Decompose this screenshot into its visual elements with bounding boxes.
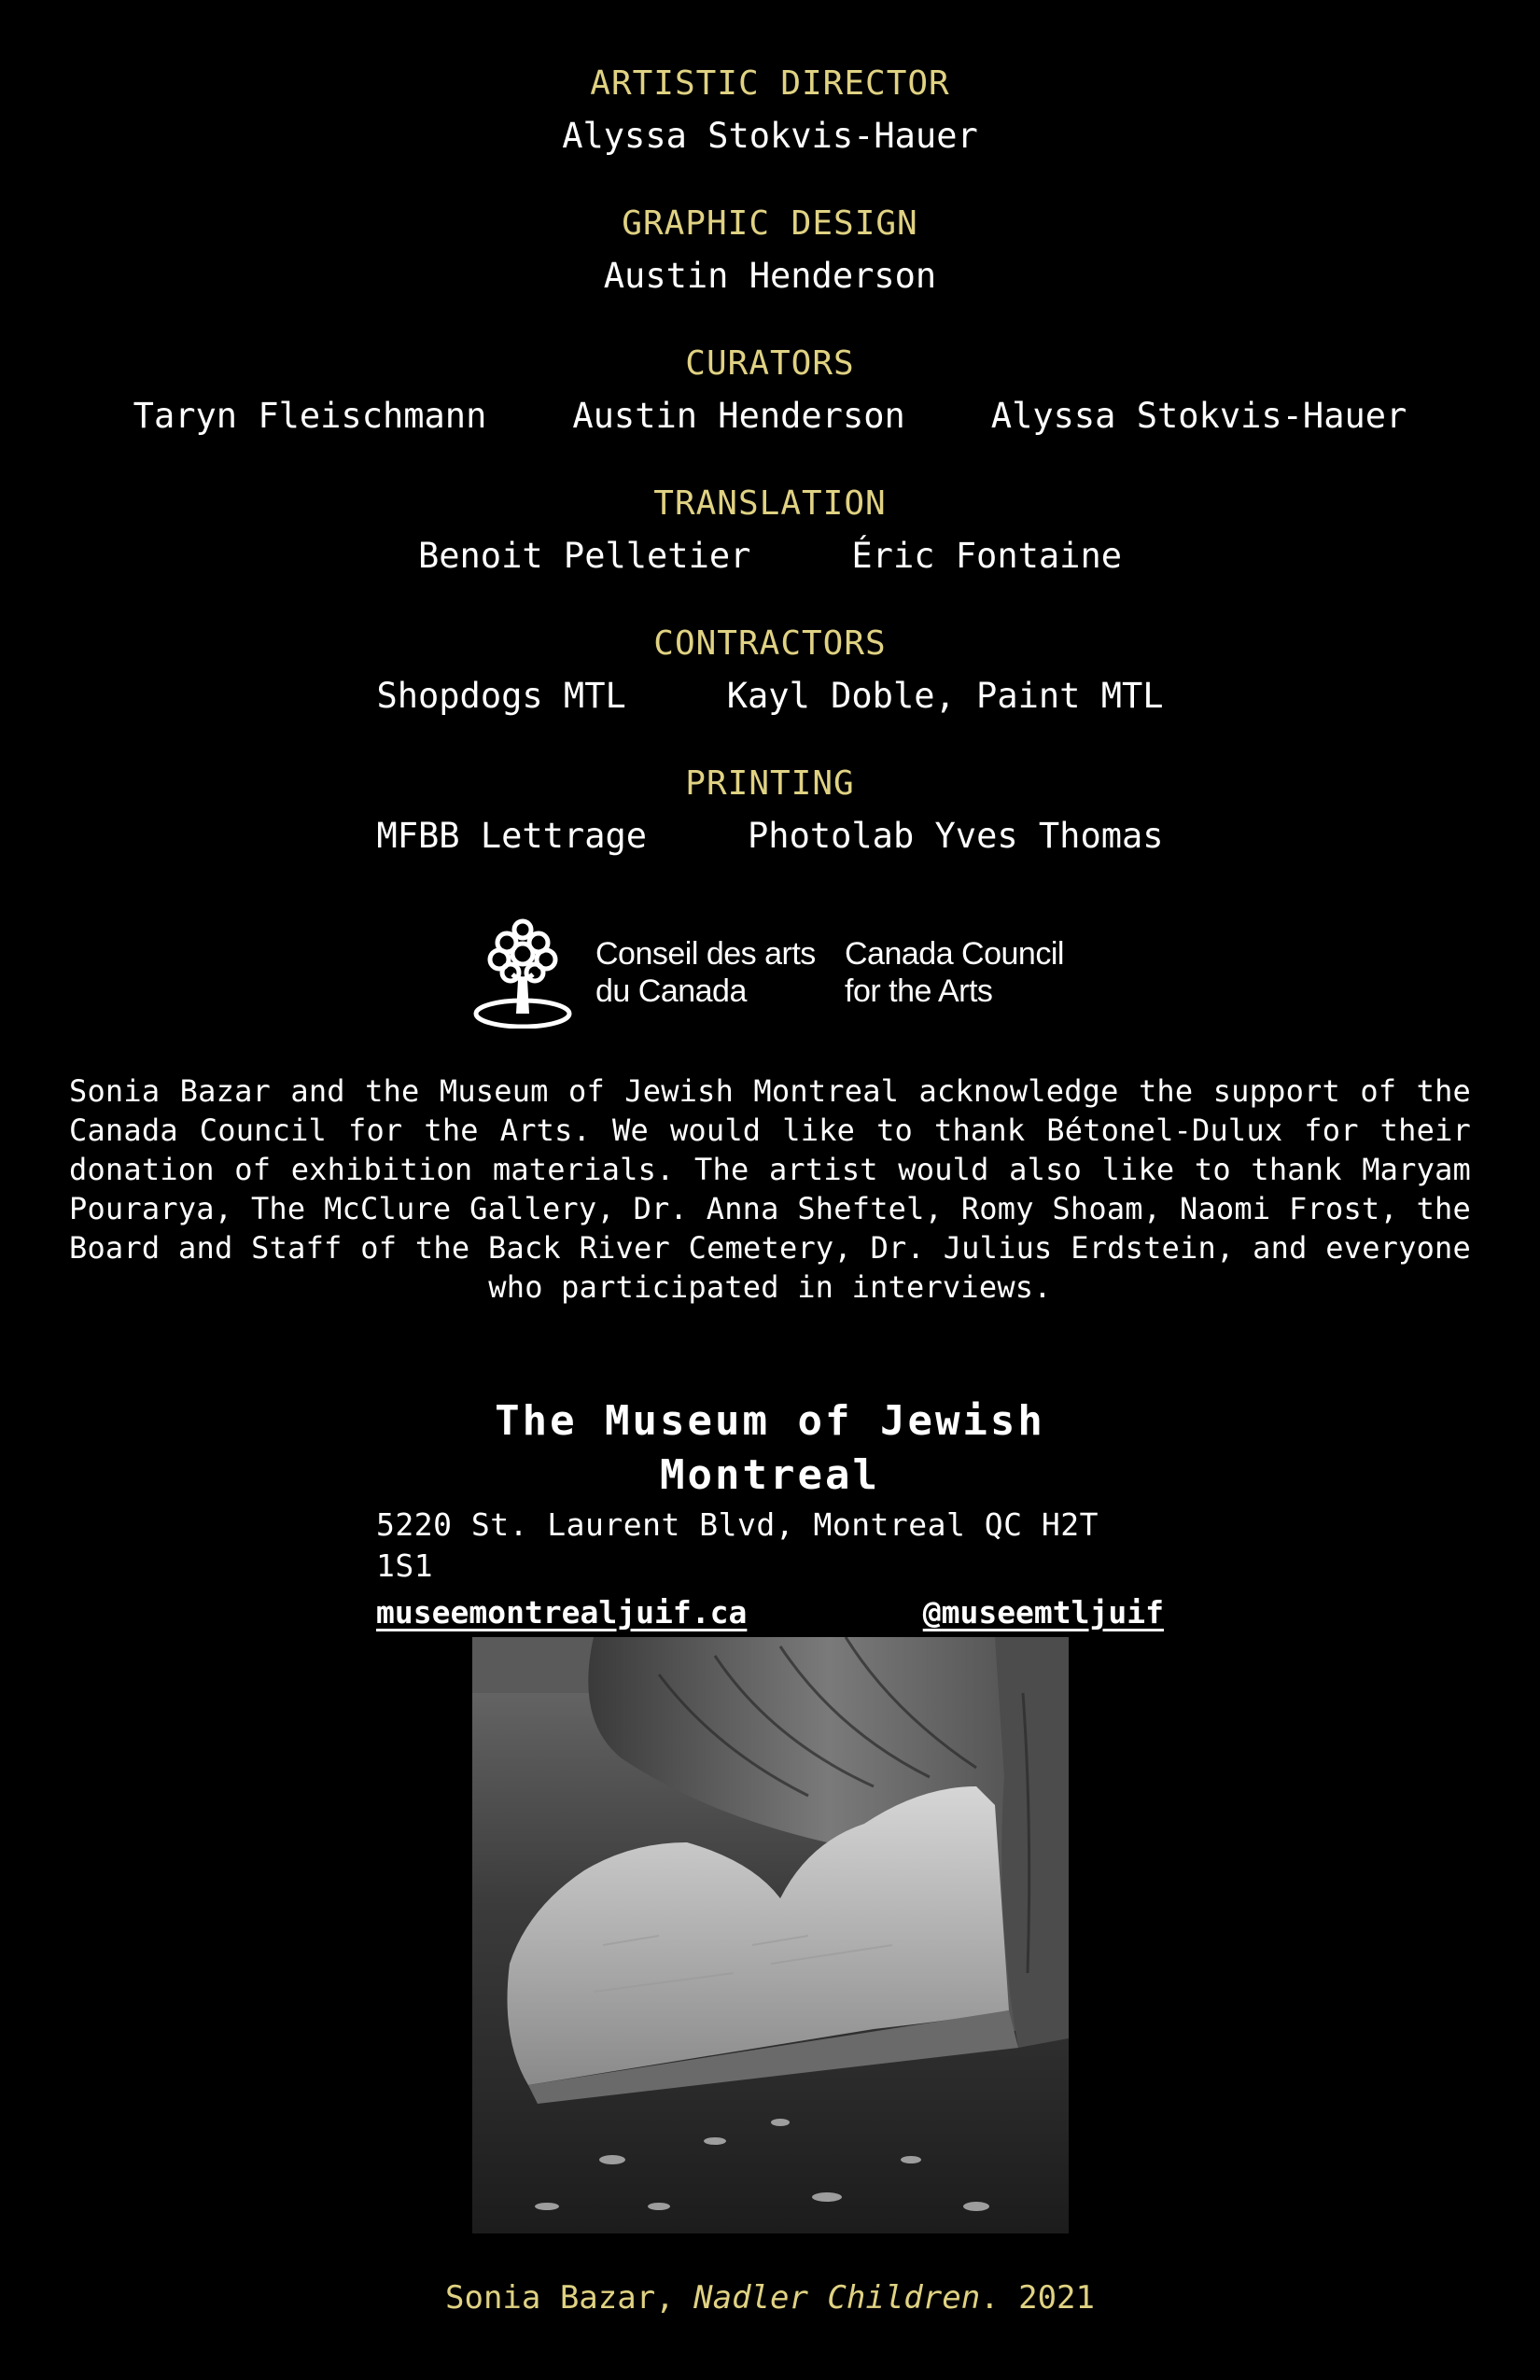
name-list	[0, 112, 1540, 161]
caption-artist: Sonia Bazar,	[445, 2279, 675, 2317]
curators-section	[0, 342, 1540, 441]
name-list	[0, 672, 1540, 721]
credit-name: Kayl Doble, Paint MTL	[726, 676, 1164, 716]
gravestone-photo	[472, 1637, 1069, 2233]
museum-contact	[376, 1394, 1164, 1633]
name-list	[0, 812, 1540, 861]
credit-name: Éric Fontaine	[851, 536, 1122, 576]
contractors-section	[0, 622, 1540, 721]
translation-section	[0, 482, 1540, 581]
credit-name: Benoit Pelletier	[417, 536, 751, 576]
credit-name: MFBB Lettrage	[376, 816, 648, 856]
section-heading: CONTRACTORS	[653, 624, 887, 663]
museum-name: The Museum of Jewish Montreal	[495, 1397, 1045, 1499]
credit-name: Photolab Yves Thomas	[748, 816, 1164, 856]
museum-links	[376, 1592, 1164, 1633]
section-heading: CURATORS	[685, 344, 855, 383]
section-heading: ARTISTIC DIRECTOR	[590, 64, 950, 103]
caption-year: . 2021	[980, 2279, 1095, 2317]
section-heading: PRINTING	[685, 764, 855, 803]
printing-section	[0, 762, 1540, 861]
logo-text-fr	[595, 935, 816, 1010]
social-handle-link[interactable]: @museemtljuif	[922, 1594, 1164, 1631]
section-heading: TRANSLATION	[653, 484, 887, 523]
graphic-design-section	[0, 202, 1540, 301]
credit-name: Taryn Fleischmann	[133, 396, 487, 436]
photo-illustration	[472, 1637, 1069, 2233]
logo-text-en	[845, 935, 1064, 1010]
artistic-director-section	[0, 62, 1540, 161]
credit-name: Alyssa Stokvis-Hauer	[562, 116, 978, 156]
museum-address: 5220 St. Laurent Blvd, Montreal QC H2T 1S1	[376, 1506, 1099, 1584]
acknowledgement-paragraph: Sonia Bazar and the Museum of Jewish Montreal acknowledge the support of the Canada Council for the Arts. We would like to thank Bétonel-Dulux for their donation of exhibition materials. The artist would also like to thank Maryam Pourarya, The McClure Gallery, Dr. Anna Sheftel, Romy Shoam, Naomi Frost, the Board and Staff of the Back River Cemetery, Dr. Julius Erdstein, and everyone who participated in interviews.	[69, 1073, 1471, 1305]
photo-caption	[0, 2277, 1540, 2318]
section-heading: GRAPHIC DESIGN	[622, 204, 918, 243]
knot-tree-icon	[471, 917, 574, 1029]
canada-council-logo	[471, 917, 1069, 1029]
name-list	[0, 252, 1540, 301]
caption-title: Nadler Children	[693, 2279, 981, 2317]
credit-name: Shopdogs MTL	[376, 676, 626, 716]
credit-name: Alyssa Stokvis-Hauer	[990, 396, 1407, 436]
name-list	[0, 532, 1540, 581]
logo-en-line: for the Arts	[845, 973, 993, 1009]
logo-fr-line: du Canada	[595, 973, 747, 1009]
logo-en-line: Canada Council	[845, 936, 1064, 972]
credit-name: Austin Henderson	[603, 256, 937, 296]
logo-fr-line: Conseil des arts	[595, 936, 816, 972]
credit-name: Austin Henderson	[572, 396, 905, 436]
website-link[interactable]: museemontrealjuif.ca	[376, 1594, 748, 1631]
name-list	[0, 392, 1540, 441]
